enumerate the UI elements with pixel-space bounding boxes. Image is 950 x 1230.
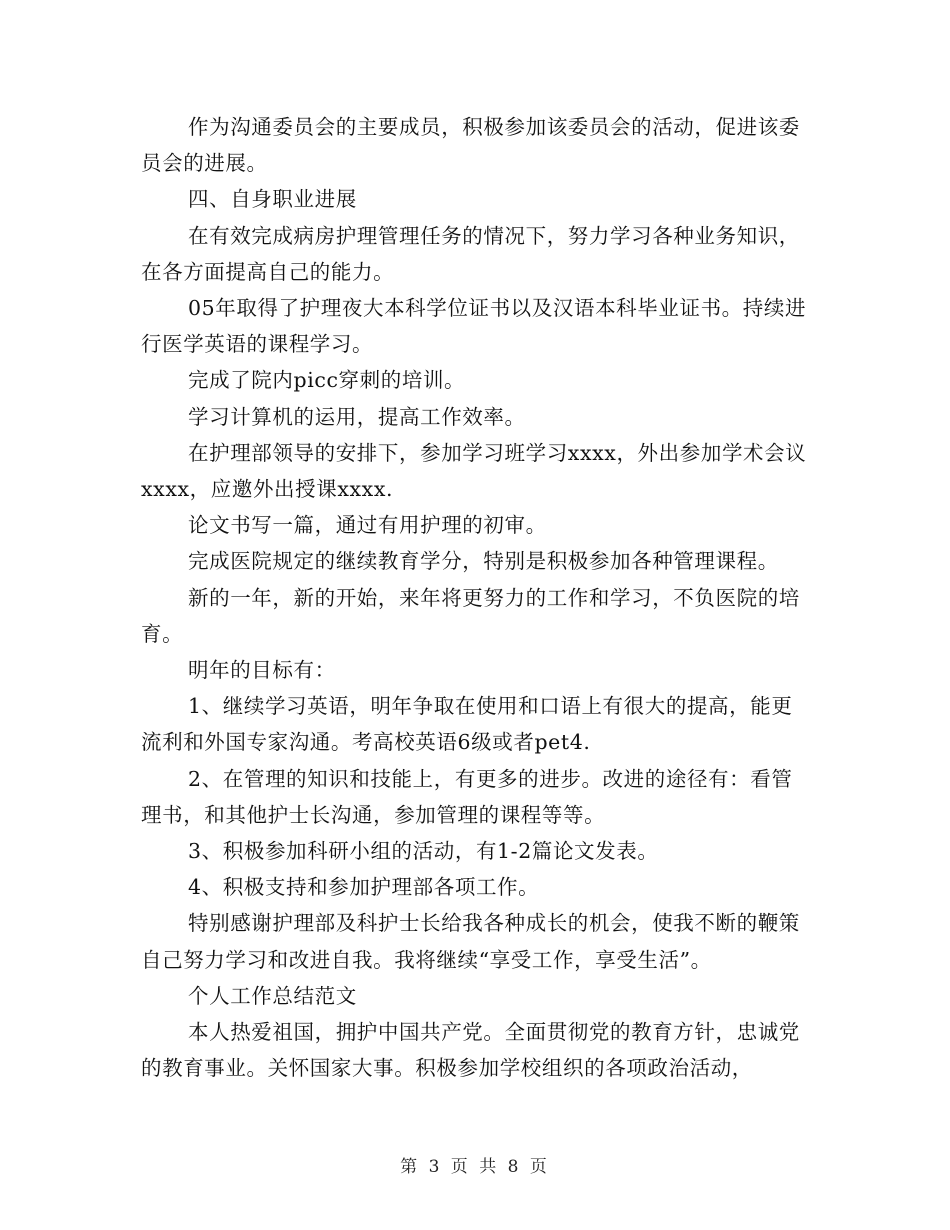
document-body bbox=[141, 109, 811, 1086]
paragraph: 论文书写一篇，通过有用护理的初审。 bbox=[188, 513, 547, 538]
paragraph: 完成医院规定的继续教育学分，特别是积极参加各种管理课程。 bbox=[188, 549, 779, 574]
paragraph: 完成了院内picc穿刺的培训。 bbox=[188, 368, 466, 393]
list-item: 3、积极参加科研小组的活动，有1-2篇论文发表。 bbox=[188, 839, 659, 864]
paragraph: 学习计算机的运用，提高工作效率。 bbox=[188, 404, 526, 429]
list-item: 1、继续学习英语，明年争取在使用和口语上有很大的提高，能更流利和外国专家沟通。考高校英语6级或者pet4. bbox=[141, 694, 793, 755]
list-item: 4、积极支持和参加护理部各项工作。 bbox=[188, 875, 540, 900]
list-item: 2、在管理的知识和技能上，有更多的进步。改进的途径有：看管理书，和其他护士长沟通，参加管理的课程等等。 bbox=[141, 766, 793, 827]
paragraph: 在有效完成病房护理管理任务的情况下，努力学习各种业务知识，在各方面提高自己的能力。 bbox=[141, 223, 800, 284]
section-heading: 四、自身职业进展 bbox=[188, 187, 357, 212]
paragraph: 作为沟通委员会的主要成员，积极参加该委员会的活动，促进该委员会的进展。 bbox=[141, 115, 800, 176]
paragraph: 本人热爱祖国，拥护中国共产党。全面贯彻党的教育方针，忠诚党的教育事业。关怀国家大事。积极参加学校组织的各项政治活动， bbox=[141, 1020, 800, 1081]
paragraph: 特别感谢护理部及科护士长给我各种成长的机会，使我不断的鞭策自己努力学习和改进自我。我将继续“享受工作，享受生活”。 bbox=[141, 911, 800, 972]
paragraph: 在护理部领导的安排下，参加学习班学习xxxx，外出参加学术会议xxxx，应邀外出授课xxxx. bbox=[141, 440, 807, 502]
paragraph: 新的一年，新的开始，来年将更努力的工作和学习，不负医院的培育。 bbox=[141, 585, 800, 646]
paragraph: 明年的目标有： bbox=[188, 658, 336, 683]
page-number-footer: 第 3 页 共 8 页 bbox=[400, 1157, 550, 1177]
section-heading: 个人工作总结范文 bbox=[188, 983, 357, 1008]
paragraph: 05年取得了护理夜大本科学位证书以及汉语本科毕业证书。持续进行医学英语的课程学习。 bbox=[141, 296, 807, 357]
